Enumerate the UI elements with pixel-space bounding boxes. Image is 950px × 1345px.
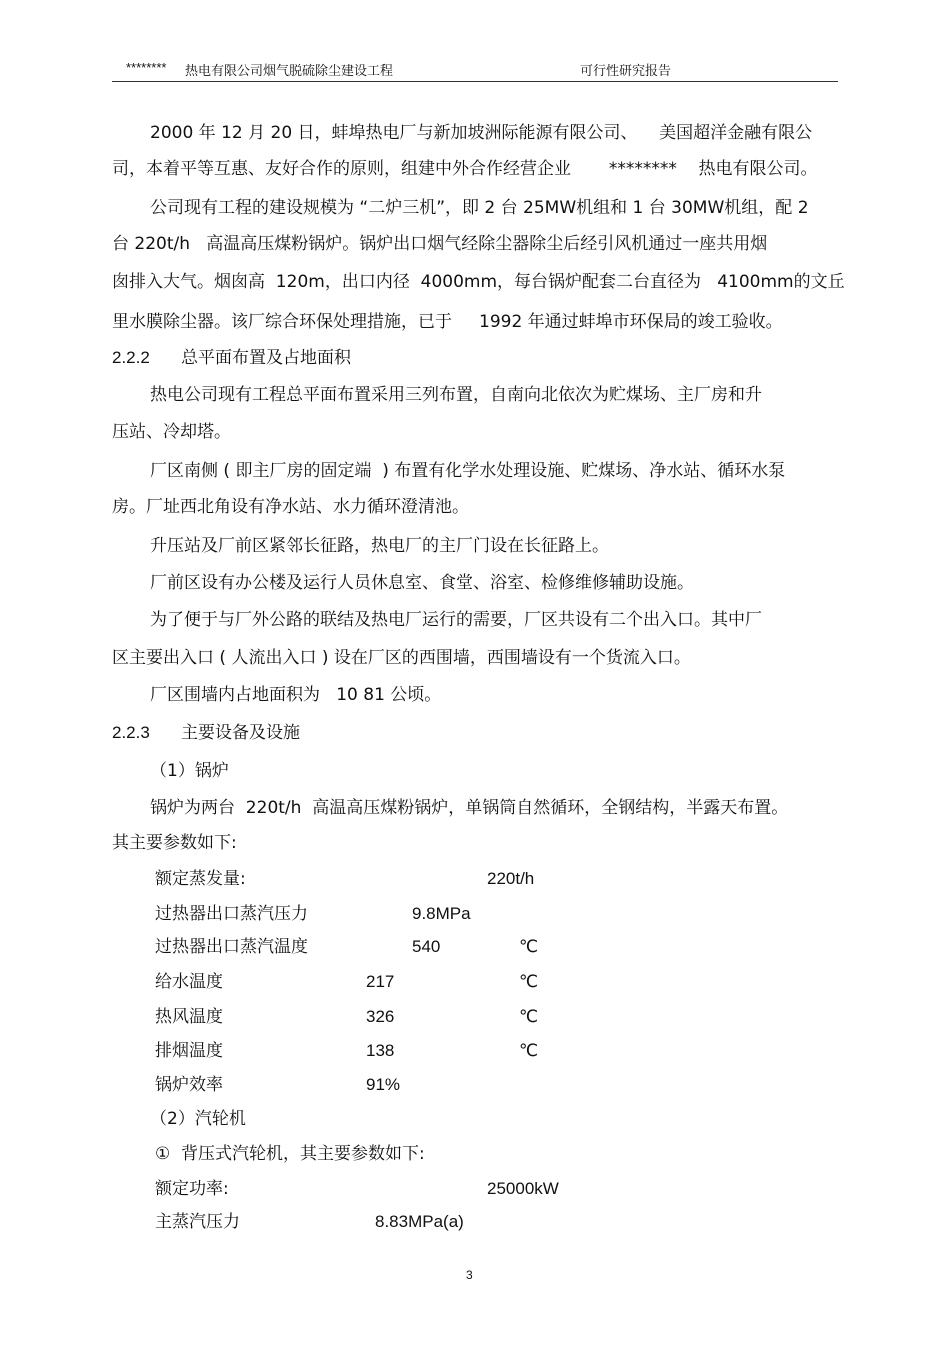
paragraph-line: 2000 年 12 月 20 日，蚌埠热电厂与新加坡洲际能源有限公司、 美国超洋金融有限公 (150, 123, 813, 143)
paragraph-line: 厂区南侧 ( 即主厂房的固定端 ) 布置有化学水处理设施、贮煤场、净水站、循环水泵 (150, 461, 786, 481)
paragraph-line: 厂前区设有办公楼及运行人员休息室、食堂、浴室、检修维修辅助设施。 (150, 573, 694, 593)
section-number: 2.2.3 (112, 723, 150, 742)
header-stars: ******** (126, 60, 167, 75)
section-title: 主要设备及设施 (181, 723, 300, 743)
param-label: 主蒸汽压力 (155, 1212, 240, 1232)
paragraph-line: 压站、冷却塔。 (112, 422, 231, 442)
paragraph-line: 公司现有工程的建设规模为 “二炉三机”，即 2 台 25MW机组和 1 台 30MW机组，配 2 (150, 198, 809, 218)
param-unit: ℃ (519, 972, 539, 992)
param-value: 25000kW (487, 1179, 559, 1198)
paragraph-line: 其主要参数如下: (112, 833, 237, 853)
param-unit: ℃ (519, 1007, 539, 1027)
param-label: 过热器出口蒸汽压力 (155, 904, 308, 924)
param-label: 额定功率: (155, 1179, 229, 1199)
param-label: 过热器出口蒸汽温度 (155, 937, 308, 957)
param-unit: ℃ (519, 937, 539, 957)
param-value: 217 (366, 972, 395, 991)
param-label: 排烟温度 (155, 1041, 223, 1061)
section-title: 总平面布置及占地面积 (181, 348, 351, 368)
paragraph-line: ① 背压式汽轮机，其主要参数如下: (155, 1144, 425, 1164)
subsection-heading: （2）汽轮机 (150, 1109, 246, 1129)
param-value: 8.83MPa(a) (375, 1212, 464, 1231)
param-value: 91% (366, 1075, 401, 1094)
paragraph-line: 升压站及厂前区紧邻长征路，热电厂的主厂门设在长征路上。 (150, 536, 609, 556)
param-label: 热风温度 (155, 1007, 223, 1027)
param-value: 220t/h (487, 869, 535, 888)
paragraph-line: 区主要出入口 ( 人流出入口 ) 设在厂区的西围墙，西围墙设有一个货流入口。 (112, 648, 691, 668)
param-value: 138 (366, 1041, 395, 1060)
paragraph-line: 为了便于与厂外公路的联结及热电厂运行的需要，厂区共设有二个出入口。其中厂 (150, 610, 762, 630)
subsection-heading: （1）锅炉 (150, 761, 229, 781)
paragraph-line: 台 220t/h 高温高压煤粉锅炉。锅炉出口烟气经除尘器除尘后经引风机通过一座共用烟 (112, 234, 768, 254)
paragraph-line: 里水膜除尘器。该厂综合环保处理措施，已于 1992 年通过蚌埠市环保局的竣工验收。 (112, 312, 783, 332)
section-number: 2.2.2 (112, 348, 150, 367)
header-project-title: 热电有限公司烟气脱硫除尘建设工程 (185, 64, 394, 79)
param-value: 326 (366, 1007, 395, 1026)
paragraph-line: 囱排入大气。烟囱高 120m，出口内径 4000mm，每台锅炉配套二台直径为 4100mm的文丘 (112, 272, 845, 292)
param-label: 额定蒸发量: (155, 869, 246, 889)
param-value: 9.8MPa (412, 904, 471, 923)
param-label: 锅炉效率 (155, 1075, 223, 1095)
param-unit: ℃ (519, 1041, 539, 1061)
paragraph-line: 厂区围墙内占地面积为 10 81 公顷。 (150, 685, 442, 705)
paragraph-line: 司，本着平等互惠、友好合作的原则，组建中外合作经营企业 ******** 热电有限公司。 (112, 159, 818, 179)
header-divider (112, 81, 838, 82)
paragraph-line: 房。厂址西北角设有净水站、水力循环澄清池。 (112, 497, 469, 517)
param-label: 给水温度 (155, 972, 223, 992)
header-doc-type: 可行性研究报告 (580, 64, 672, 79)
paragraph-line: 锅炉为两台 220t/h 高温高压煤粉锅炉，单锅筒自然循环，全钢结构，半露天布置。 (150, 798, 789, 818)
param-value: 540 (412, 937, 441, 956)
page-number: 3 (466, 1268, 473, 1282)
paragraph-line: 热电公司现有工程总平面布置采用三列布置，自南向北依次为贮煤场、主厂房和升 (150, 385, 762, 405)
